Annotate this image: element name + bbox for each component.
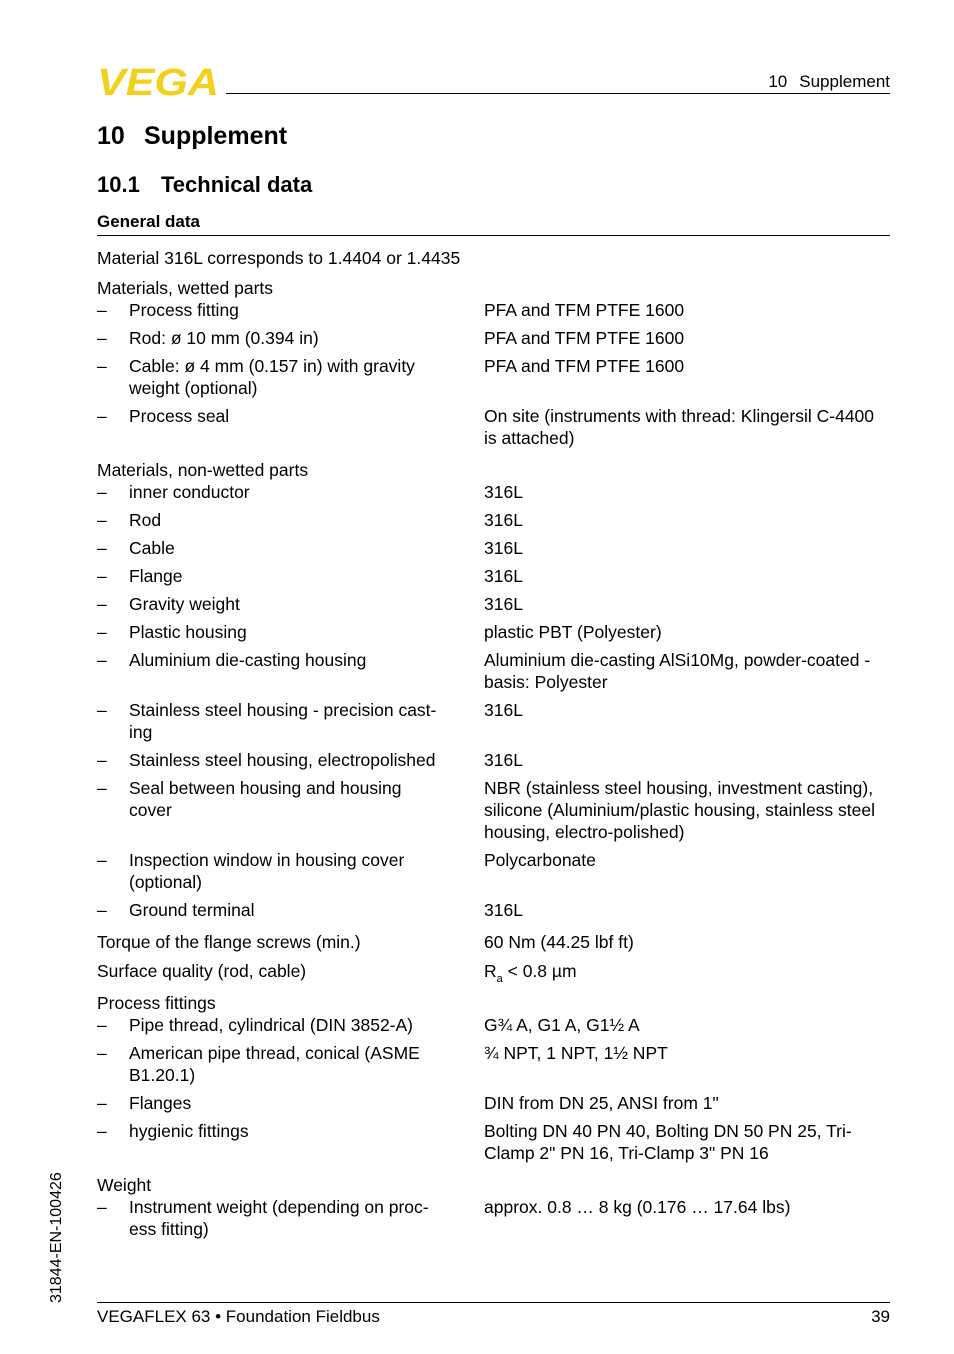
spec-item-label: Rod: [129, 510, 162, 530]
spec-item-row: [97, 565, 890, 587]
list-dash: –: [97, 850, 107, 870]
spec-row: [97, 459, 890, 481]
spec-item-label: Inspection window in housing cover (optional): [129, 850, 405, 892]
spec-label: [97, 593, 484, 615]
spec-item-row: [97, 849, 890, 893]
list-dash: –: [97, 1197, 107, 1217]
list-dash: –: [97, 356, 107, 376]
header-rule: [226, 93, 890, 94]
roughness-value: < 0.8 µm: [502, 961, 577, 981]
list-dash: –: [97, 750, 107, 770]
spec-label: [97, 565, 484, 587]
list-dash: –: [97, 566, 107, 586]
chapter-number: 10: [97, 122, 125, 150]
list-dash: –: [97, 1093, 107, 1113]
spec-value: DIN from DN 25, ANSI from 1": [484, 1093, 719, 1113]
spec-row: [97, 247, 890, 269]
list-dash: –: [97, 650, 107, 670]
spec-value: 316L: [484, 566, 523, 586]
spec-value: 316L: [484, 700, 523, 720]
spec-label: [97, 899, 484, 921]
spec-label: [97, 509, 484, 531]
section-number: 10.1: [97, 172, 140, 197]
spec-label: [97, 621, 484, 643]
spec-value: NBR (stainless steel housing, investment casting), silicone (Aluminium/plastic housing, stainless steel housing, electro-polished): [484, 778, 876, 842]
spec-value: Aluminium die-casting AlSi10Mg, powder-coated - basis: Polyester: [484, 650, 871, 692]
spec-value: [484, 459, 890, 481]
spec-item-label: Cable: ø 4 mm (0.157 in) with gravity weight (optional): [129, 356, 415, 398]
spec-item-row: [97, 593, 890, 615]
spec-value: plastic PBT (Polyester): [484, 622, 662, 642]
spec-label: [97, 1196, 484, 1240]
spec-item-row: [97, 1092, 890, 1114]
list-dash: –: [97, 510, 107, 530]
spec-value: 60 Nm (44.25 lbf ft): [484, 932, 634, 952]
spec-item-row: [97, 481, 890, 503]
spec-label: Material 316L corresponds to 1.4404 or 1.4435: [97, 248, 461, 268]
spec-label: [97, 355, 484, 399]
spec-item-label: Ground terminal: [129, 900, 255, 920]
spec-label: [97, 481, 484, 503]
spec-item-label: Stainless steel housing - precision cast-ing: [129, 700, 437, 742]
spec-value: PFA and TFM PTFE 1600: [484, 356, 685, 376]
spec-label: Torque of the flange screws (min.): [97, 932, 361, 952]
section-title: Technical data: [161, 172, 313, 197]
spec-label: Materials, non-wetted parts: [97, 460, 309, 480]
spec-label: Materials, wetted parts: [97, 278, 274, 298]
spec-value: [484, 992, 890, 1014]
spec-item-row: [97, 1196, 890, 1240]
spec-value: [484, 277, 890, 299]
section-heading: [97, 172, 312, 198]
spec-item-label: Cable: [129, 538, 175, 558]
footer-rule: [97, 1302, 890, 1303]
list-dash: –: [97, 1121, 107, 1141]
spec-item-label: Flanges: [129, 1093, 192, 1113]
spec-item-row: [97, 649, 890, 693]
list-dash: –: [97, 778, 107, 798]
spec-label: [97, 1014, 484, 1036]
spec-item-row: [97, 1120, 890, 1164]
list-dash: –: [97, 328, 107, 348]
spec-value: On site (instruments with thread: Klingersil C-4400 is attached): [484, 406, 875, 448]
spec-label: [97, 327, 484, 349]
roughness-symbol: R: [484, 961, 497, 981]
list-dash: –: [97, 300, 107, 320]
technical-data-table: [97, 241, 890, 1240]
spec-value: [484, 960, 890, 985]
spec-item-row: [97, 327, 890, 349]
spec-item-label: Gravity weight: [129, 594, 240, 614]
header-chapter-title: Supplement: [799, 72, 890, 91]
spec-label: [97, 1042, 484, 1086]
list-dash: –: [97, 1015, 107, 1035]
vega-logo-text: VEGA: [97, 64, 219, 98]
spec-value: 316L: [484, 594, 523, 614]
spec-value: [484, 1174, 890, 1196]
spec-item-row: [97, 1042, 890, 1086]
page-number: 39: [871, 1307, 890, 1326]
spec-value: 316L: [484, 510, 523, 530]
spec-row: [97, 1174, 890, 1196]
spec-row: [97, 960, 890, 985]
spec-item-row: [97, 537, 890, 559]
spec-label: [97, 777, 484, 843]
spec-item-row: [97, 1014, 890, 1036]
spec-label: [97, 537, 484, 559]
spec-item-label: American pipe thread, conical (ASME B1.20.1): [129, 1043, 420, 1085]
spec-item-label: Stainless steel housing, electropolished: [129, 750, 436, 770]
spec-label: [97, 299, 484, 321]
spec-item-label: Flange: [129, 566, 183, 586]
spec-item-label: Aluminium die-casting housing: [129, 650, 367, 670]
spec-label: Surface quality (rod, cable): [97, 961, 307, 981]
spec-item-row: [97, 509, 890, 531]
spec-value: 316L: [484, 900, 523, 920]
subsection-heading: General data: [97, 212, 200, 231]
spec-value: PFA and TFM PTFE 1600: [484, 300, 685, 320]
spec-item-label: hygienic fittings: [129, 1121, 249, 1141]
spec-item-row: [97, 699, 890, 743]
footer-product: VEGAFLEX 63 • Foundation Fieldbus: [97, 1307, 380, 1326]
list-dash: –: [97, 900, 107, 920]
roughness-subscript: a: [496, 973, 503, 985]
spec-value: approx. 0.8 … 8 kg (0.176 … 17.64 lbs): [484, 1197, 791, 1217]
list-dash: –: [97, 406, 107, 426]
spec-value: PFA and TFM PTFE 1600: [484, 328, 685, 348]
spec-item-label: Plastic housing: [129, 622, 247, 642]
spec-value: ¾ NPT, 1 NPT, 1½ NPT: [484, 1043, 668, 1063]
running-header: [768, 72, 890, 92]
list-dash: –: [97, 1043, 107, 1063]
spec-item-label: Seal between housing and housing cover: [129, 778, 402, 820]
spec-item-row: [97, 749, 890, 771]
list-dash: –: [97, 482, 107, 502]
spec-item-label: Process fitting: [129, 300, 239, 320]
spec-label: [97, 699, 484, 743]
spec-item-row: [97, 777, 890, 843]
spec-label: [97, 405, 484, 449]
spec-label: [97, 749, 484, 771]
subsection-rule: [97, 235, 890, 236]
chapter-title: Supplement: [144, 122, 288, 150]
spec-item-row: [97, 621, 890, 643]
spec-value: Bolting DN 40 PN 40, Bolting DN 50 PN 25, Tri-Clamp 2" PN 16, Tri-Clamp 3" PN 16: [484, 1121, 852, 1163]
spec-label: [97, 1092, 484, 1114]
spec-value: Polycarbonate: [484, 850, 596, 870]
spec-value: 316L: [484, 750, 523, 770]
spec-label: [97, 1120, 484, 1164]
spec-item-label: Instrument weight (depending on proc-ess fitting): [129, 1197, 429, 1239]
spec-row: [97, 992, 890, 1014]
list-dash: –: [97, 622, 107, 642]
spec-label: Process fittings: [97, 993, 216, 1013]
chapter-heading: [97, 122, 287, 151]
spec-row: [97, 277, 890, 299]
spec-item-row: [97, 355, 890, 399]
spec-value: G¾ A, G1 A, G1½ A: [484, 1015, 640, 1035]
list-dash: –: [97, 594, 107, 614]
header-chapter-num: 10: [768, 72, 788, 91]
spec-row: [97, 931, 890, 953]
spec-value: 316L: [484, 538, 523, 558]
spec-label: Weight: [97, 1175, 152, 1195]
spec-item-label: Rod: ø 10 mm (0.394 in): [129, 328, 319, 348]
spec-value: 316L: [484, 482, 523, 502]
vega-logo: [97, 64, 221, 98]
list-dash: –: [97, 538, 107, 558]
document-code: 31844-EN-100426: [48, 1172, 65, 1303]
list-dash: –: [97, 700, 107, 720]
spec-item-row: [97, 299, 890, 321]
spec-item-label: inner conductor: [129, 482, 250, 502]
spec-item-label: Process seal: [129, 406, 230, 426]
spec-item-row: [97, 405, 890, 449]
spec-label: [97, 649, 484, 693]
spec-label: [97, 849, 484, 893]
spec-item-label: Pipe thread, cylindrical (DIN 3852-A): [129, 1015, 414, 1035]
spec-item-row: [97, 899, 890, 921]
